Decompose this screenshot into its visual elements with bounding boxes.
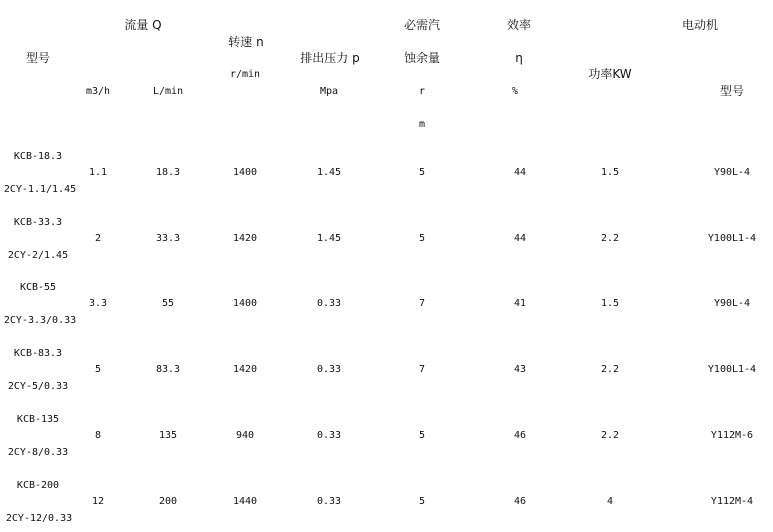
row-efficiency: 43 xyxy=(513,364,527,375)
row-model-b: 2CY-2/1.45 xyxy=(7,250,69,261)
row-power: 1.5 xyxy=(600,298,620,309)
row-power: 2.2 xyxy=(600,233,620,244)
row-efficiency: 44 xyxy=(513,167,527,178)
header-npsh-unit-m: m xyxy=(418,119,426,130)
row-motor: Y100L1-4 xyxy=(707,364,757,375)
row-npsh: 7 xyxy=(418,298,426,309)
row-model-b: 2CY-3.3/0.33 xyxy=(3,315,77,326)
row-pressure: 1.45 xyxy=(316,167,342,178)
row-efficiency: 41 xyxy=(513,298,527,309)
header-npsh-line1: 必需汽 xyxy=(403,18,441,32)
row-lmin: 200 xyxy=(158,496,178,507)
row-model-a: KCB-33.3 xyxy=(13,217,63,228)
row-motor: Y112M-4 xyxy=(710,496,754,507)
row-model-b: 2CY-12/0.33 xyxy=(5,513,73,524)
row-speed: 1400 xyxy=(232,167,258,178)
row-model-a: KCB-18.3 xyxy=(13,151,63,162)
row-lmin: 55 xyxy=(161,298,175,309)
header-power: 功率KW xyxy=(588,67,632,81)
row-pressure: 0.33 xyxy=(316,298,342,309)
row-efficiency: 46 xyxy=(513,430,527,441)
row-model-a: KCB-83.3 xyxy=(13,348,63,359)
row-power: 2.2 xyxy=(600,364,620,375)
header-pressure-unit: Mpa xyxy=(319,86,339,97)
row-m3h: 5 xyxy=(94,364,102,375)
row-m3h: 3.3 xyxy=(88,298,108,309)
header-npsh-line2: 蚀余量 xyxy=(403,51,441,65)
row-speed: 940 xyxy=(235,430,255,441)
row-power: 2.2 xyxy=(600,430,620,441)
row-npsh: 5 xyxy=(418,430,426,441)
row-lmin: 33.3 xyxy=(155,233,181,244)
row-motor: Y90L-4 xyxy=(713,298,751,309)
row-motor: Y100L1-4 xyxy=(707,233,757,244)
row-speed: 1420 xyxy=(232,364,258,375)
row-model-b: 2CY-5/0.33 xyxy=(7,381,69,392)
row-model-a: KCB-55 xyxy=(19,282,57,293)
header-flow-unit-lmin: L/min xyxy=(152,86,184,97)
row-power: 4 xyxy=(606,496,614,507)
header-efficiency-symbol: η xyxy=(515,51,523,65)
row-lmin: 18.3 xyxy=(155,167,181,178)
header-pressure: 排出压力 p xyxy=(300,51,360,65)
row-lmin: 83.3 xyxy=(155,364,181,375)
header-efficiency-unit: % xyxy=(511,86,519,97)
row-m3h: 1.1 xyxy=(88,167,108,178)
header-flow-unit-m3h: m3/h xyxy=(85,86,111,97)
row-motor: Y112M-6 xyxy=(710,430,754,441)
row-speed: 1400 xyxy=(232,298,258,309)
row-model-a: KCB-200 xyxy=(16,480,60,491)
row-lmin: 135 xyxy=(158,430,178,441)
row-motor: Y90L-4 xyxy=(713,167,751,178)
row-speed: 1420 xyxy=(232,233,258,244)
row-model-a: KCB-135 xyxy=(16,414,60,425)
row-pressure: 0.33 xyxy=(316,364,342,375)
header-flow: 流量 Q xyxy=(124,18,162,32)
row-npsh: 5 xyxy=(418,167,426,178)
row-power: 1.5 xyxy=(600,167,620,178)
row-speed: 1440 xyxy=(232,496,258,507)
header-speed: 转速 n xyxy=(228,35,264,49)
row-model-b: 2CY-1.1/1.45 xyxy=(3,184,77,195)
row-m3h: 2 xyxy=(94,233,102,244)
row-npsh: 7 xyxy=(418,364,426,375)
row-pressure: 0.33 xyxy=(316,496,342,507)
row-m3h: 8 xyxy=(94,430,102,441)
row-npsh: 5 xyxy=(418,496,426,507)
row-pressure: 0.33 xyxy=(316,430,342,441)
row-efficiency: 46 xyxy=(513,496,527,507)
header-speed-unit: r/min xyxy=(229,69,261,80)
row-model-b: 2CY-8/0.33 xyxy=(7,447,69,458)
header-motor-model: 型号 xyxy=(719,84,745,98)
header-efficiency: 效率 xyxy=(506,18,532,32)
header-npsh-unit-r: r xyxy=(418,86,426,97)
header-motor: 电动机 xyxy=(681,18,719,32)
row-pressure: 1.45 xyxy=(316,233,342,244)
row-npsh: 5 xyxy=(418,233,426,244)
row-m3h: 12 xyxy=(91,496,105,507)
header-model: 型号 xyxy=(25,51,51,65)
row-efficiency: 44 xyxy=(513,233,527,244)
